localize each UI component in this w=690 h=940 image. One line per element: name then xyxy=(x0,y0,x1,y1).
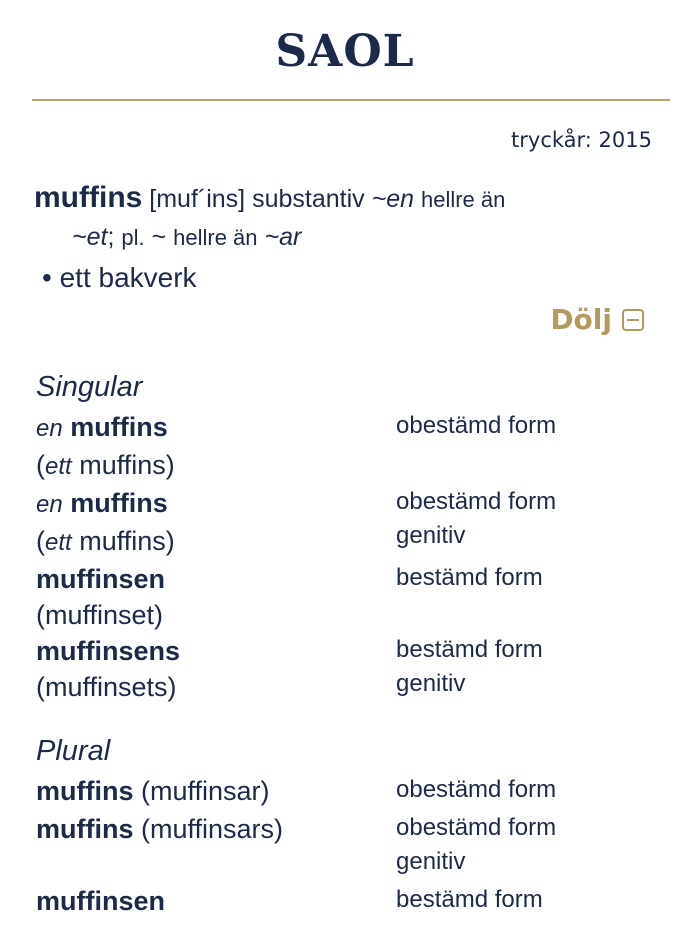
headword: muffins xyxy=(34,181,143,214)
word-form: muffinsen xyxy=(36,564,166,594)
form-cell xyxy=(36,773,386,809)
site-header xyxy=(0,0,690,101)
word-form: muffins xyxy=(36,776,134,806)
alt-form: muffins) xyxy=(79,526,175,556)
hide-toggle-label: Dölj xyxy=(550,303,612,336)
form-case: genitiv xyxy=(396,522,466,549)
site-title[interactable]: SAOL xyxy=(275,26,415,77)
description-cell xyxy=(396,633,543,701)
entry-inflection-line xyxy=(34,220,654,255)
form-description: obestämd form xyxy=(396,412,557,439)
word-form: muffins xyxy=(70,488,168,518)
description-cell xyxy=(396,773,556,807)
inflection-neuter: ~et xyxy=(72,223,108,251)
word-form: muffins xyxy=(70,412,168,442)
form-description: bestämd form xyxy=(396,564,543,591)
word-form: muffinsen xyxy=(36,886,166,916)
form-cell xyxy=(36,811,386,847)
entry-head-line xyxy=(34,178,654,220)
form-case: genitiv xyxy=(396,848,466,875)
alt-article: ett xyxy=(45,529,72,556)
alt-open-paren: ( xyxy=(36,526,45,556)
pronunciation: [muf´ins] xyxy=(149,185,246,213)
form-case: genitiv xyxy=(396,670,466,697)
description-cell xyxy=(396,811,556,879)
form-description: bestämd form xyxy=(396,636,543,663)
alt-form: muffins) xyxy=(79,450,175,480)
article: en xyxy=(36,491,63,518)
sense-text: ett bakverk xyxy=(59,262,197,293)
description-cell xyxy=(396,485,556,553)
sense-bullet: • xyxy=(42,262,52,293)
form-description: bestämd form xyxy=(396,886,543,913)
form-description: obestämd form xyxy=(396,488,557,515)
dictionary-entry xyxy=(34,178,654,297)
alt-form: (muffinsets) xyxy=(36,672,177,702)
plural-connector: hellre än xyxy=(173,225,258,250)
form-description: obestämd form xyxy=(396,776,557,803)
inflection-separator: ; xyxy=(107,223,115,251)
form-cell xyxy=(36,633,386,705)
form-cell xyxy=(36,409,386,485)
alt-article: ett xyxy=(45,453,72,480)
description-cell xyxy=(396,409,556,443)
alt-form: (muffinsars) xyxy=(141,814,284,844)
inflection-plural: ~ar xyxy=(264,223,302,251)
alt-form: (muffinsar) xyxy=(141,776,270,806)
print-year: tryckår: 2015 xyxy=(511,128,652,152)
hide-inflection-toggle[interactable] xyxy=(550,303,644,336)
form-description: obestämd form xyxy=(396,814,557,841)
form-cell xyxy=(36,561,386,633)
header-divider xyxy=(32,99,670,101)
article: en xyxy=(36,415,63,442)
word-form: muffinsens xyxy=(36,636,181,666)
description-cell xyxy=(396,561,543,595)
form-cell xyxy=(36,883,386,919)
minus-square-icon xyxy=(622,309,644,331)
inflection-definite: ~en xyxy=(371,185,415,213)
alt-open-paren: ( xyxy=(36,450,45,480)
singular-heading: Singular xyxy=(36,371,143,403)
word-class: substantiv xyxy=(252,185,365,213)
sense-definition xyxy=(34,259,654,297)
form-cell xyxy=(36,485,386,561)
alt-form: (muffinset) xyxy=(36,600,164,630)
description-cell xyxy=(396,883,543,917)
plural-label: pl. xyxy=(121,225,145,250)
inflection-connector: hellre än xyxy=(420,187,506,212)
word-form: muffins xyxy=(36,814,134,844)
plural-heading: Plural xyxy=(36,735,111,767)
plural-tilde: ~ xyxy=(151,223,167,251)
